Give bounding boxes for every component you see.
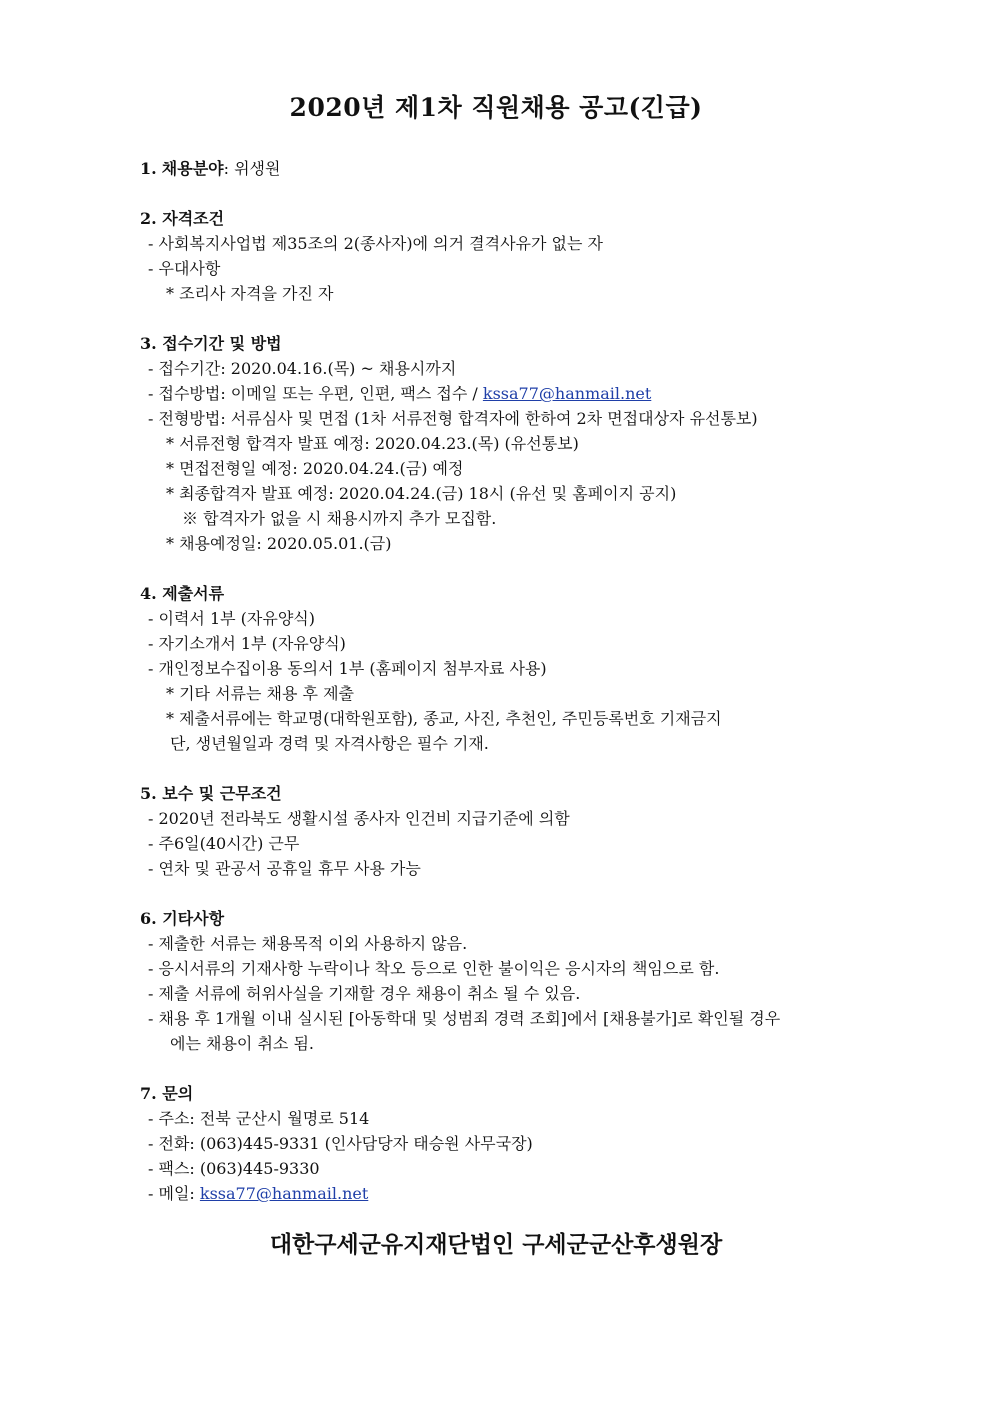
other-note-1: - 제출한 서류는 채용목적 이외 사용하지 않음.: [148, 934, 468, 953]
section-documents: [140, 581, 920, 756]
leave-policy: - 연차 및 관공서 공휴일 휴무 사용 가능: [148, 859, 421, 878]
other-note-4-cont: 에는 채용이 취소 됨.: [170, 1034, 314, 1053]
other-note-3: - 제출 서류에 허위사실을 기재할 경우 채용이 취소 될 수 있음.: [148, 984, 581, 1003]
qualification-line: - 사회복지사업법 제35조의 2(종사자)에 의거 결격사유가 없는 자: [148, 234, 603, 253]
section-application: [140, 331, 920, 556]
section-2-heading: 2. 자격조건: [140, 209, 225, 228]
page-title: 2020년 제1차 직원채용 공고(긴급): [289, 93, 703, 122]
issuer-signature: 대한구세군유지재단법인 구세군군산후생원장: [269, 1231, 723, 1258]
section-qualifications: [140, 206, 920, 306]
contact-fax: - 팩스: (063)445-9330: [148, 1159, 320, 1178]
document-note-prohibited: * 제출서류에는 학교명(대학원포함), 종교, 사진, 추천인, 주민등록번호 기재금지: [166, 709, 722, 728]
screening-method: - 전형방법: 서류심사 및 면접 (1차 서류전형 합격자에 한하여 2차 면접대상자 유선통보): [148, 409, 758, 428]
document-cover-letter: - 자기소개서 1부 (자유양식): [148, 634, 346, 653]
contact-email-link[interactable]: kssa77@hanmail.net: [199, 1184, 369, 1203]
document-note-required: 단, 생년월일과 경력 및 자격사항은 필수 기재.: [170, 734, 489, 753]
start-date: * 채용예정일: 2020.05.01.(금): [166, 534, 392, 553]
document-consent: - 개인정보수집이용 동의서 1부 (홈페이지 첨부자료 사용): [148, 659, 547, 678]
section-4-heading: 4. 제출서류: [140, 584, 225, 603]
work-days: - 주6일(40시간) 근무: [148, 834, 300, 853]
section-5-heading: 5. 보수 및 근무조건: [140, 784, 282, 803]
section-other: [140, 906, 920, 1056]
application-period: - 접수기간: 2020.04.16.(목) ~ 채용시까지: [148, 359, 457, 378]
interview-date: * 면접전형일 예정: 2020.04.24.(금) 예정: [166, 459, 464, 478]
preference-line: - 우대사항: [148, 259, 221, 278]
section-6-heading: 6. 기타사항: [140, 909, 225, 928]
notice-body: [140, 156, 920, 1231]
preference-detail: * 조리사 자격을 가진 자: [166, 284, 334, 303]
application-method: - 접수방법: 이메일 또는 우편, 인편, 팩스 접수 / kssa77@hanmail.net: [148, 384, 652, 403]
contact-email: - 메일: kssa77@hanmail.net: [148, 1184, 369, 1203]
section-1-heading: [140, 156, 920, 181]
contact-address: - 주소: 전북 군산시 월명로 514: [148, 1109, 370, 1128]
section-recruitment-field: [140, 156, 920, 181]
other-note-2: - 응시서류의 기재사항 누락이나 착오 등으로 인한 불이익은 응시자의 책임으로 함.: [148, 959, 720, 978]
final-announcement: * 최종합격자 발표 예정: 2020.04.24.(금) 18시 (유선 및 홈페이지 공지): [166, 484, 677, 503]
document-resume: - 이력서 1부 (자유양식): [148, 609, 315, 628]
section-1-number: 1.: [140, 159, 157, 178]
other-note-4: - 채용 후 1개월 이내 실시된 [아동학대 및 성범죄 경력 조회]에서 [채용불가]로 확인될 경우: [148, 1009, 781, 1028]
section-7-heading: 7. 문의: [140, 1084, 194, 1103]
document-note-other: * 기타 서류는 채용 후 제출: [166, 684, 354, 703]
section-1-value: : 위생원: [223, 159, 281, 178]
email-link[interactable]: kssa77@hanmail.net: [482, 384, 652, 403]
additional-recruit-note: ※ 합격자가 없을 시 채용시까지 추가 모집함.: [182, 509, 497, 528]
section-1-label: 채용분야: [161, 159, 224, 178]
section-compensation: [140, 781, 920, 881]
contact-phone: - 전화: (063)445-9331 (인사담당자 태승원 사무국장): [148, 1134, 533, 1153]
section-contact: [140, 1081, 920, 1206]
screening-announcement: * 서류전형 합격자 발표 예정: 2020.04.23.(목) (유선통보): [166, 434, 579, 453]
section-3-heading: 3. 접수기간 및 방법: [140, 334, 282, 353]
salary-basis: - 2020년 전라북도 생활시설 종사자 인건비 지급기준에 의함: [148, 809, 570, 828]
